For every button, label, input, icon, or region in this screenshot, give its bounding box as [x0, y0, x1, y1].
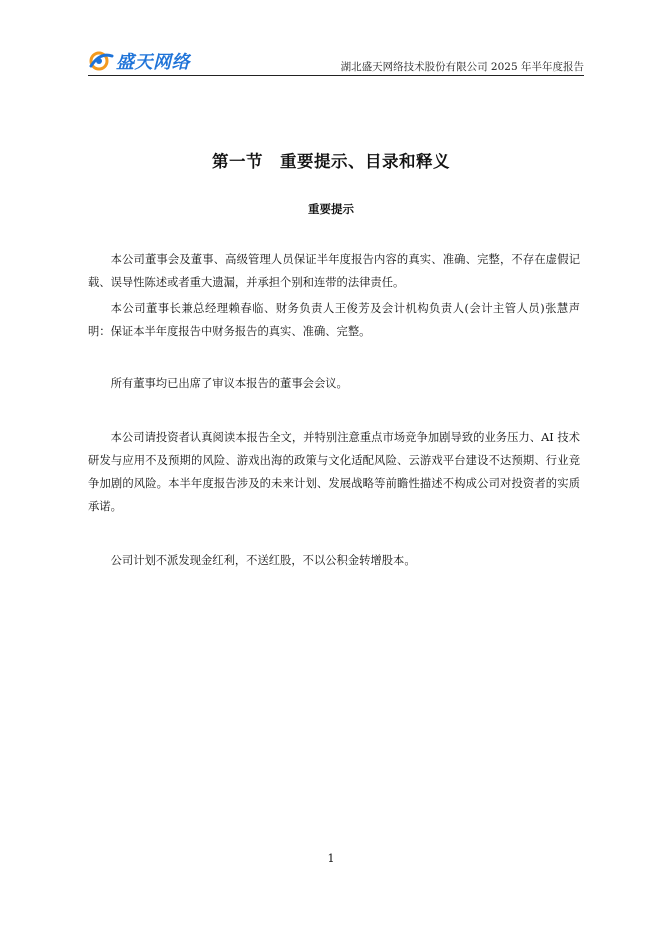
paragraph-dividend-plan: 公司计划不派发现金红利，不送红股，不以公积金转增股本。 [110, 554, 416, 567]
header-divider [88, 75, 584, 76]
sub-title: 重要提示 [308, 202, 354, 216]
paragraph-risk-notice: 本公司请投资者认真阅读本报告全文，并特别注意重点市场竞争加剧导致的业务压力、AI 技术研发与应用不及预期的风险、游戏出海的政策与文化适配风险、云游戏平台建设不达预期、行业竞争加剧的风险。本半年度报告涉及的未来计划、发展战略等前瞻性描述不构成公司对投资者的实质承诺。 [88, 431, 580, 513]
paragraph-directors-attendance: 所有董事均已出席了审议本报告的董事会会议。 [110, 377, 348, 390]
section-title: 第一节 重要提示、目录和释义 [212, 152, 450, 171]
report-title: 湖北盛天网络技术股份有限公司 2025 年半年度报告 [340, 61, 584, 73]
page-number: 1 [327, 852, 335, 865]
logo-swoosh-icon [88, 50, 114, 72]
page-header [88, 45, 584, 77]
logo-text: 盛天网络 [116, 52, 190, 73]
paragraph-board-guarantee: 本公司董事会及董事、高级管理人员保证半年度报告内容的真实、准确、完整，不存在虚假记载、误导性陈述或者重大遗漏，并承担个别和连带的法律责任。 [88, 253, 580, 289]
paragraph-officers-statement: 本公司董事长兼总经理赖春临、财务负责人王俊芳及会计机构负责人(会计主管人员)张慧声明：保证本半年度报告中财务报告的真实、准确、完整。 [88, 302, 580, 338]
company-logo [88, 49, 190, 73]
